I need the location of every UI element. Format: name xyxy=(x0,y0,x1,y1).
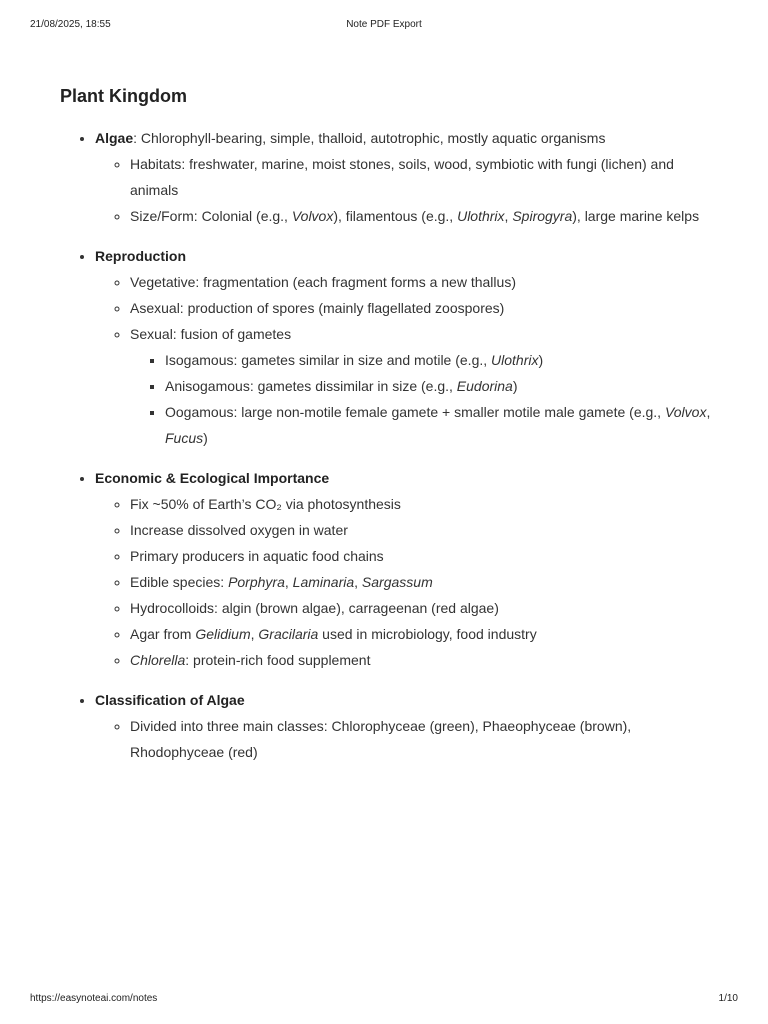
italic-term: Chlorella xyxy=(130,652,186,668)
text-span: , xyxy=(354,574,362,590)
italic-term: Gelidium xyxy=(195,626,251,642)
italic-term: Volvox xyxy=(291,208,334,224)
habitats-text: Habitats: freshwater, marine, moist stones, soils, wood, symbiotic with fungi (lichen) and animals xyxy=(130,156,674,198)
italic-term: Ulothrix xyxy=(457,208,505,224)
text-span: , xyxy=(284,574,293,590)
list-item xyxy=(165,347,720,373)
text-span: , xyxy=(250,626,259,642)
text-span: ) xyxy=(512,378,518,394)
page-number: 1/10 xyxy=(718,993,738,1004)
text-span: Asexual: production of spores (mainly flagellated zoospores) xyxy=(130,300,505,316)
algae-sublist xyxy=(95,151,720,229)
algae-text: : Chlorophyll-bearing, simple, thalloid, autotrophic, mostly aquatic organisms xyxy=(133,130,606,146)
list-item xyxy=(130,151,720,203)
text-span: Anisogamous: gametes dissimilar in size (e.g., xyxy=(165,378,457,394)
text-span: Sexual: fusion of gametes xyxy=(130,326,292,342)
text-span: Size/Form: Colonial (e.g., xyxy=(130,208,292,224)
italic-term: Porphyra xyxy=(228,574,285,590)
topic-list xyxy=(60,125,720,765)
italic-term: Volvox xyxy=(664,404,707,420)
text-span: ) xyxy=(538,352,544,368)
print-date: 21/08/2025, 18:55 xyxy=(30,19,111,30)
italic-term: Sargassum xyxy=(361,574,433,590)
text-span: ), filamentous (e.g., xyxy=(333,208,458,224)
text-span: ) xyxy=(203,430,208,446)
text-span: Increase dissolved oxygen in water xyxy=(130,522,348,538)
text-span: Isogamous: gametes similar in size and motile (e.g., xyxy=(165,352,492,368)
text-span: : protein-rich food supplement xyxy=(185,652,371,668)
text-span: used in microbiology, food industry xyxy=(318,626,537,642)
print-title: Note PDF Export xyxy=(346,19,422,30)
note-document xyxy=(60,84,720,765)
list-item xyxy=(130,621,720,647)
list-item xyxy=(130,517,720,543)
classification-label: Classification of Algae xyxy=(95,692,245,708)
italic-term: Spirogyra xyxy=(512,208,573,224)
text-span: Hydrocolloids: algin (brown algae), carrageenan (red algae) xyxy=(130,600,499,616)
list-item xyxy=(165,373,720,399)
list-item xyxy=(130,595,720,621)
list-item xyxy=(130,647,720,673)
italic-term: Eudorina xyxy=(456,378,513,394)
importance-label: Economic & Ecological Importance xyxy=(95,470,330,486)
italic-term: Ulothrix xyxy=(491,352,539,368)
importance-sublist xyxy=(95,491,720,673)
classification-sublist xyxy=(95,713,720,765)
footer-url: https://easynoteai.com/notes xyxy=(30,993,158,1004)
italic-term: Laminaria xyxy=(292,574,355,590)
algae-label: Algae xyxy=(95,130,134,146)
list-item-reproduction xyxy=(95,243,720,451)
reproduction-sublist xyxy=(95,269,720,451)
list-item-importance xyxy=(95,465,720,673)
text-span: Vegetative: fragmentation (each fragment forms a new thallus) xyxy=(130,274,516,290)
list-item xyxy=(130,713,720,765)
text-span: Fix ~50% of Earth’s CO₂ via photosynthesis xyxy=(130,496,401,512)
list-item-classification xyxy=(95,687,720,765)
text-span: ), large marine kelps xyxy=(572,208,700,224)
list-item xyxy=(130,569,720,595)
italic-term: Gracilaria xyxy=(258,626,319,642)
list-item xyxy=(130,203,720,229)
text-span: Primary producers in aquatic food chains xyxy=(130,548,384,564)
sexual-sublist xyxy=(130,347,720,451)
list-item-algae xyxy=(95,125,720,229)
text-span: , xyxy=(504,208,513,224)
page-title: Plant Kingdom xyxy=(60,86,187,106)
text-span: , xyxy=(706,404,711,420)
list-item xyxy=(130,295,720,321)
list-item xyxy=(165,399,720,451)
list-item xyxy=(130,321,720,451)
text-span: Divided into three main classes: Chlorophyceae (green), Phaeophyceae (brown), Rhodophyceae (red) xyxy=(130,718,632,760)
list-item xyxy=(130,269,720,295)
list-item xyxy=(130,491,720,517)
text-span: Oogamous: large non-motile female gamete + smaller motile male gamete (e.g., xyxy=(165,404,665,420)
italic-term: Fucus xyxy=(165,430,204,446)
list-item xyxy=(130,543,720,569)
reproduction-label: Reproduction xyxy=(95,248,186,264)
text-span: Agar from xyxy=(130,626,196,642)
text-span: Edible species: xyxy=(130,574,229,590)
